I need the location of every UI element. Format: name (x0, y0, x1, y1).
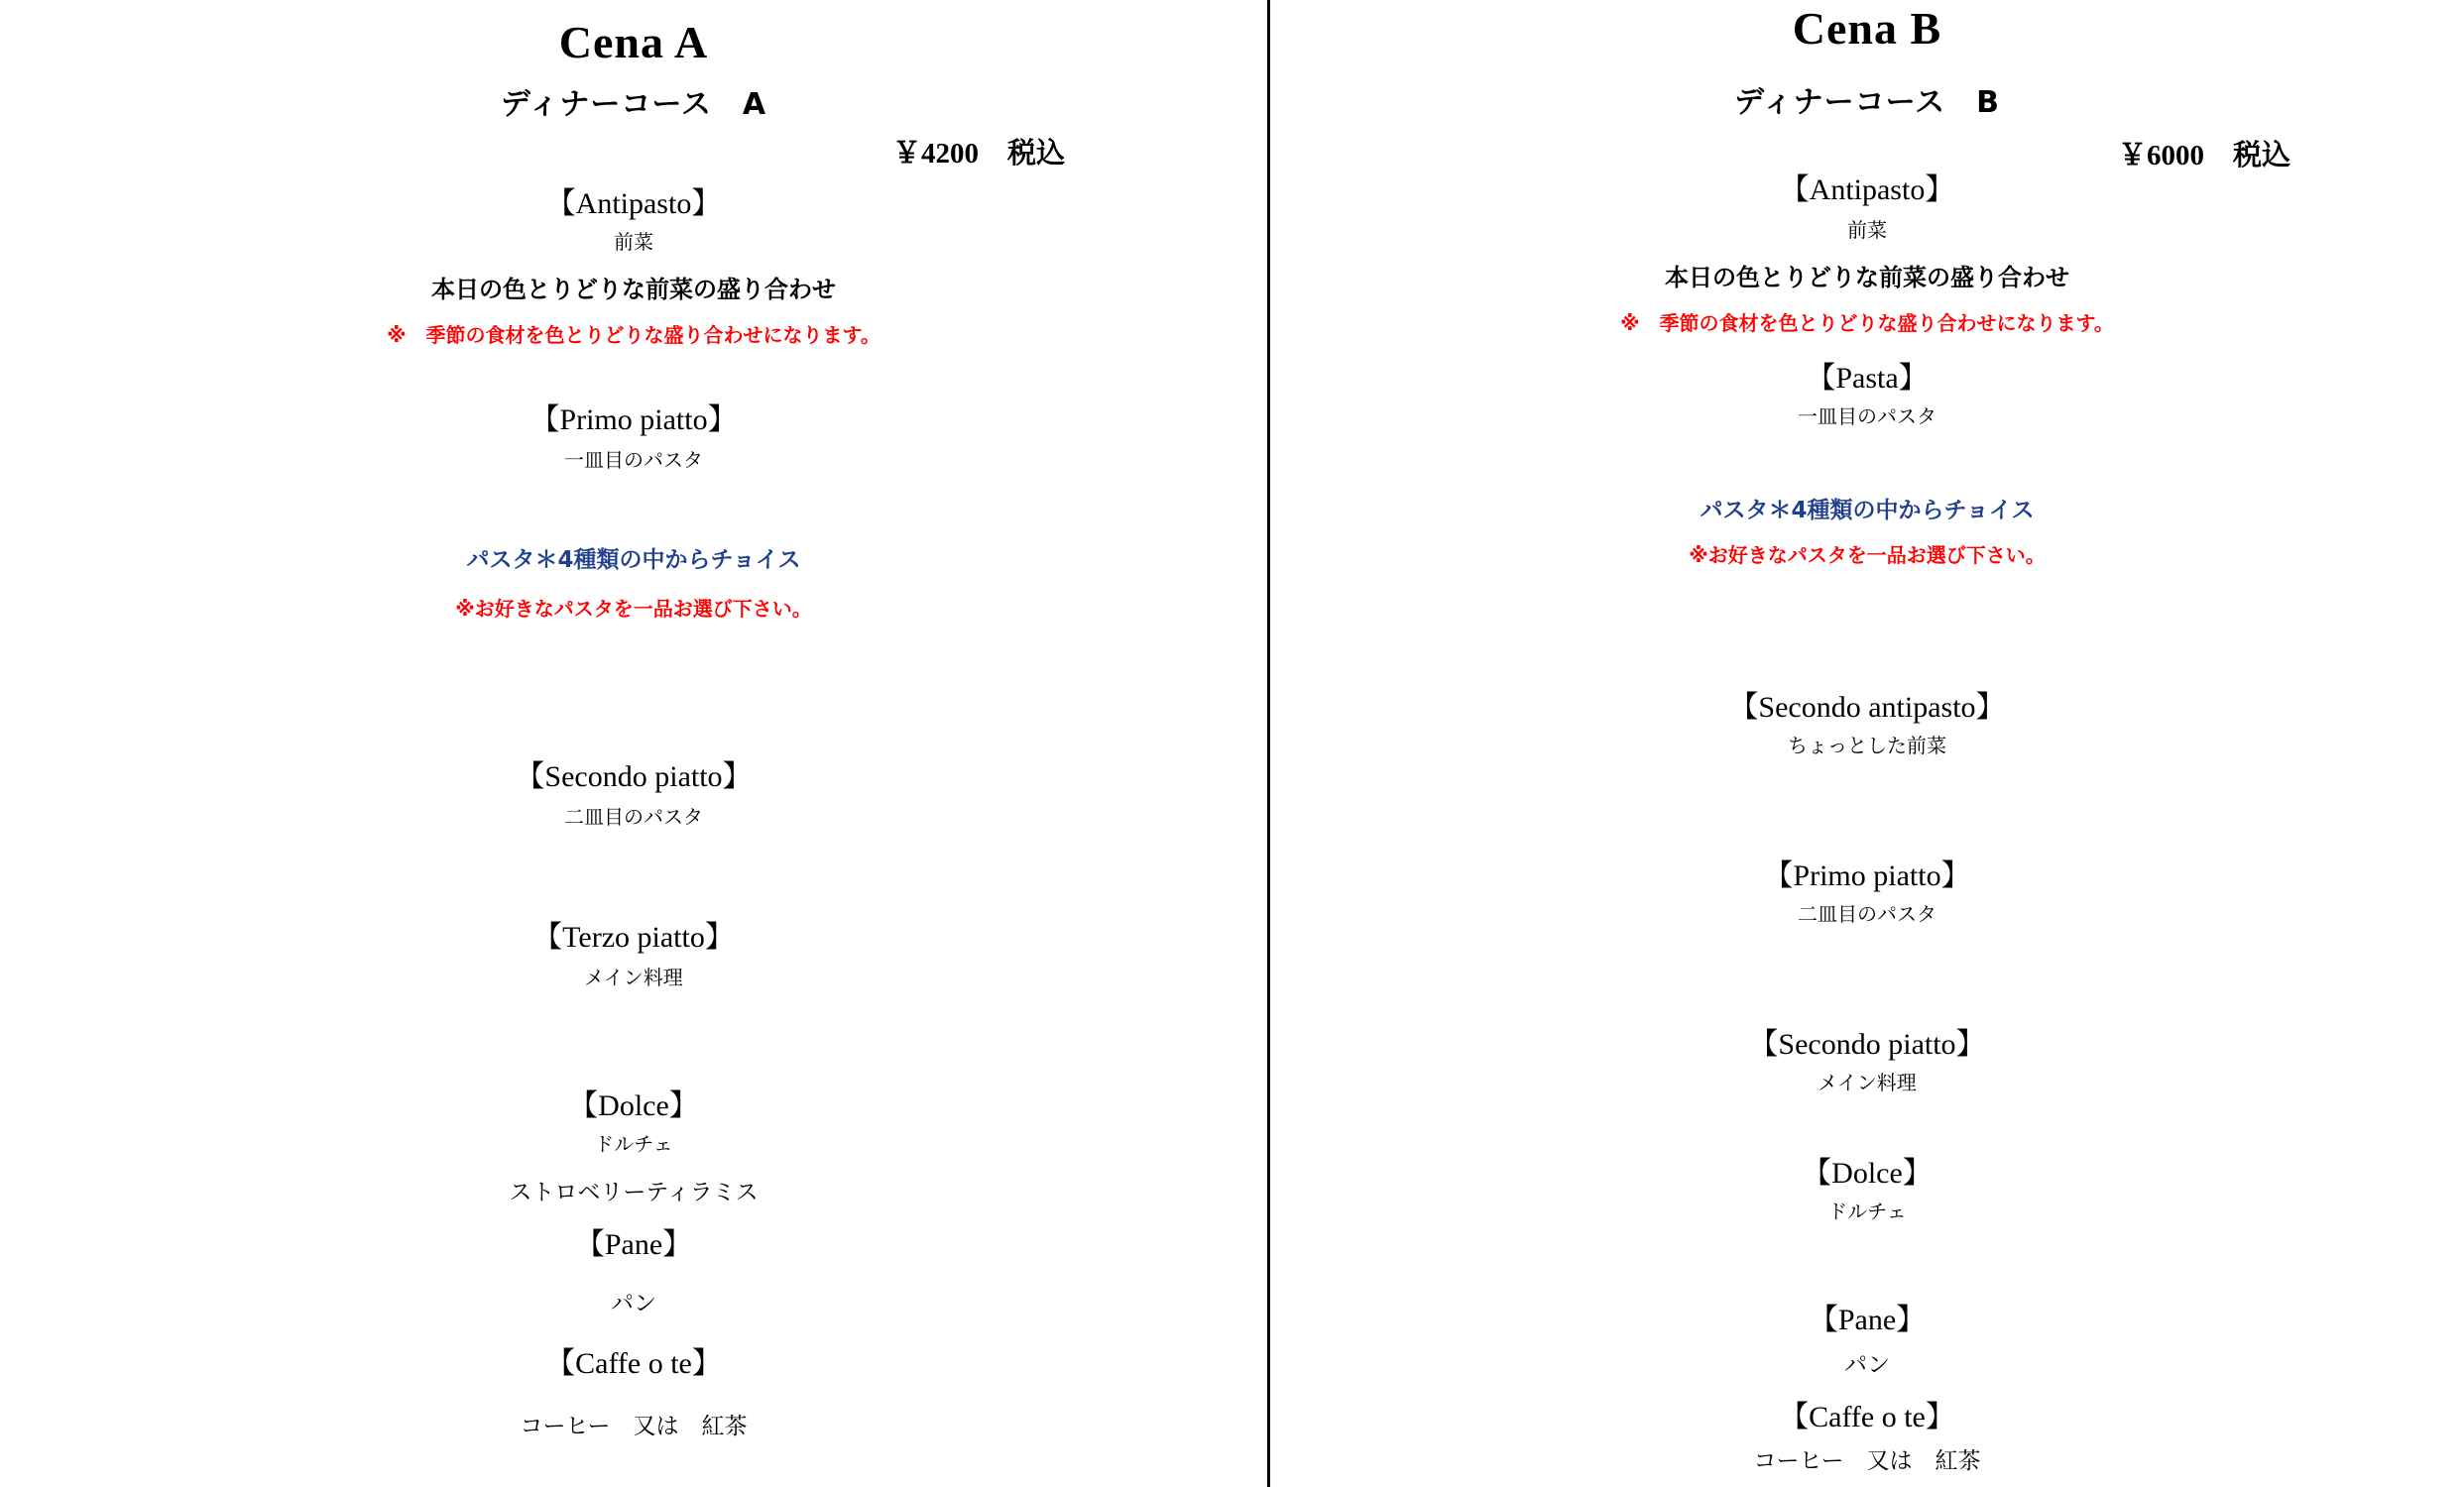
section-sub-primo-b: 二皿目のパスタ (1798, 902, 1936, 926)
section-sub-antipasto-b: 前菜 (1847, 218, 1887, 242)
section-head-pane-a: 【Pane】 (574, 1228, 693, 1261)
section-sub-caffe-b: コーヒー 又は 紅茶 (1753, 1448, 1981, 1474)
pasta-note-a: ※お好きなパスタを一品お選び下さい。 (455, 597, 812, 621)
course-subtitle-b: ディナーコース B (1734, 85, 2000, 120)
section-head-terzo-a: 【Terzo piatto】 (532, 921, 735, 954)
section-head-antipasto-a: 【Antipasto】 (545, 187, 722, 220)
section-sub-primo-a: 一皿目のパスタ (564, 448, 703, 472)
pasta-choice-b: パスタ＊4種類の中からチョイス (1700, 498, 2035, 523)
course-subtitle-a: ディナーコース A (500, 87, 767, 122)
section-head-pane-b: 【Pane】 (1808, 1304, 1927, 1336)
section-sub-pasta-b: 一皿目のパスタ (1798, 404, 1936, 428)
section-head-secondo-a: 【Secondo piatto】 (515, 760, 753, 793)
section-sub-dolce-a: ドルチェ (594, 1132, 673, 1156)
section-head-antipasto-b: 【Antipasto】 (1779, 173, 1955, 206)
section-sub-antipasto-a: 前菜 (614, 230, 653, 254)
section-sub-terzo-a: メイン料理 (584, 966, 683, 989)
note-antipasto-a: ※ 季節の食材を色とりどりな盛り合わせになります。 (387, 323, 880, 347)
dish-antipasto-b: 本日の色とりどりな前菜の盛り合わせ (1665, 264, 2069, 291)
section-head-dolce-a: 【Dolce】 (568, 1089, 699, 1122)
menu-column-cena-b (1270, 0, 2464, 1487)
section-head-primo-b: 【Primo piatto】 (1763, 859, 1971, 892)
course-title-a: Cena A (558, 17, 709, 67)
note-antipasto-b: ※ 季節の食材を色とりどりな盛り合わせになります。 (1620, 311, 2114, 335)
section-head-caffe-b: 【Caffe o te】 (1779, 1401, 1955, 1433)
dish-dolce-a: ストロベリーティラミス (509, 1180, 759, 1205)
course-price-a: ￥4200 税込 (892, 138, 1066, 170)
section-sub-dolce-b: ドルチェ (1827, 1200, 1907, 1223)
section-sub-secondo-a: 二皿目のパスタ (564, 805, 703, 829)
section-sub-secondo-b: メイン料理 (1818, 1071, 1917, 1094)
section-sub-pane-b: パン (1844, 1352, 1890, 1378)
section-head-dolce-b: 【Dolce】 (1802, 1157, 1933, 1190)
dish-antipasto-a: 本日の色とりどりな前菜の盛り合わせ (431, 276, 836, 303)
section-head-secondo-antipasto-b: 【Secondo antipasto】 (1728, 691, 2006, 724)
pasta-choice-a: パスタ＊4種類の中からチョイス (466, 547, 801, 573)
section-head-primo-a: 【Primo piatto】 (529, 403, 738, 436)
section-head-secondo-b: 【Secondo piatto】 (1748, 1028, 1986, 1061)
course-title-b: Cena B (1792, 3, 1942, 54)
pasta-note-b: ※お好きなパスタを一品お選び下さい。 (1689, 543, 2046, 567)
section-sub-pane-a: パン (611, 1291, 656, 1316)
section-sub-caffe-a: コーヒー 又は 紅茶 (520, 1414, 748, 1439)
course-price-b: ￥6000 税込 (2118, 140, 2291, 172)
section-sub-secondo-antipasto-b: ちょっとした前菜 (1788, 734, 1946, 757)
section-head-pasta-b: 【Pasta】 (1806, 362, 1929, 395)
section-head-caffe-a: 【Caffe o te】 (545, 1347, 722, 1380)
